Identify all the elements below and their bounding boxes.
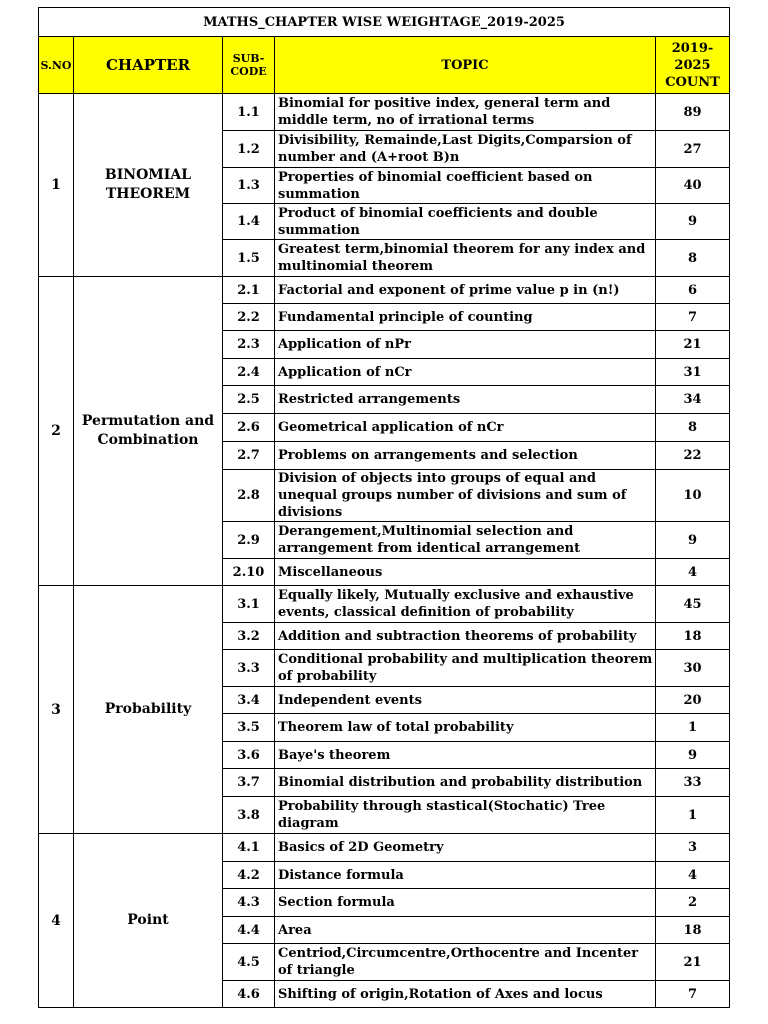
sheet-title: MATHS_CHAPTER WISE WEIGHTAGE_2019-2025 (39, 8, 730, 37)
topic-count: 31 (656, 359, 730, 386)
topic-subcode: 2.4 (223, 359, 275, 386)
topic-subcode: 4.6 (223, 981, 275, 1008)
chapter-sno: 2 (39, 277, 74, 586)
topic-name: Shifting of origin,Rotation of Axes and locus (275, 981, 656, 1008)
topic-subcode: 4.5 (223, 944, 275, 981)
topic-name: Product of binomial coefficients and double summation (275, 204, 656, 240)
topic-subcode: 2.8 (223, 470, 275, 522)
topic-count: 8 (656, 414, 730, 442)
topic-name: Division of objects into groups of equal and unequal groups number of divisions and sum of divisions (275, 470, 656, 522)
topic-count: 10 (656, 470, 730, 522)
topic-count: 22 (656, 442, 730, 470)
topic-name: Properties of binomial coefficient based on summation (275, 168, 656, 204)
topic-name: Baye's theorem (275, 742, 656, 769)
topic-subcode: 2.7 (223, 442, 275, 470)
header-subcode: SUB- CODE (223, 37, 275, 94)
topic-count: 34 (656, 386, 730, 414)
topic-count: 7 (656, 304, 730, 331)
topic-subcode: 1.2 (223, 131, 275, 168)
topic-name: Binomial distribution and probability distribution (275, 769, 656, 797)
topic-name: Independent events (275, 687, 656, 714)
topic-count: 1 (656, 797, 730, 834)
chapter-sno: 4 (39, 834, 74, 1008)
topic-count: 2 (656, 889, 730, 917)
topic-subcode: 1.4 (223, 204, 275, 240)
header-count: 2019- 2025 COUNT (656, 37, 730, 94)
table-row (39, 586, 730, 623)
topic-count: 18 (656, 623, 730, 650)
topic-name: Application of nCr (275, 359, 656, 386)
chapter-sno: 1 (39, 94, 74, 277)
topic-name: Factorial and exponent of prime value p in (n!) (275, 277, 656, 304)
topic-name: Derangement,Multinomial selection and arrangement from identical arrangement (275, 522, 656, 559)
topic-subcode: 3.7 (223, 769, 275, 797)
topic-subcode: 2.3 (223, 331, 275, 359)
topic-name: Greatest term,binomial theorem for any index and multinomial theorem (275, 240, 656, 277)
header-topic: TOPIC (275, 37, 656, 94)
topic-name: Area (275, 917, 656, 944)
topic-subcode: 4.3 (223, 889, 275, 917)
topic-count: 9 (656, 522, 730, 559)
topic-name: Basics of 2D Geometry (275, 834, 656, 862)
topic-name: Section formula (275, 889, 656, 917)
topic-count: 40 (656, 168, 730, 204)
topic-name: Binomial for positive index, general term and middle term, no of irrational terms (275, 94, 656, 131)
topic-name: Equally likely, Mutually exclusive and exhaustive events, classical definition of probability (275, 586, 656, 623)
header-chapter: CHAPTER (74, 37, 223, 94)
topic-name: Centriod,Circumcentre,Orthocentre and Incenter of triangle (275, 944, 656, 981)
topic-name: Addition and subtraction theorems of probability (275, 623, 656, 650)
topic-subcode: 3.8 (223, 797, 275, 834)
chapter-sno: 3 (39, 586, 74, 834)
topic-count: 9 (656, 742, 730, 769)
topic-subcode: 4.4 (223, 917, 275, 944)
topic-count: 4 (656, 559, 730, 586)
topic-name: Distance formula (275, 862, 656, 889)
chapter-name: BINOMIAL THEOREM (74, 94, 223, 277)
topic-subcode: 4.1 (223, 834, 275, 862)
topic-subcode: 1.1 (223, 94, 275, 131)
topic-count: 27 (656, 131, 730, 168)
topic-subcode: 2.2 (223, 304, 275, 331)
topic-count: 30 (656, 650, 730, 687)
chapter-name: Permutation and Combination (74, 277, 223, 586)
topic-count: 7 (656, 981, 730, 1008)
topic-subcode: 2.6 (223, 414, 275, 442)
topic-subcode: 1.3 (223, 168, 275, 204)
topic-count: 4 (656, 862, 730, 889)
topic-name: Restricted arrangements (275, 386, 656, 414)
topic-count: 18 (656, 917, 730, 944)
topic-name: Conditional probability and multiplication theorem of probability (275, 650, 656, 687)
topic-subcode: 2.5 (223, 386, 275, 414)
topic-subcode: 3.3 (223, 650, 275, 687)
topic-subcode: 4.2 (223, 862, 275, 889)
topic-name: Miscellaneous (275, 559, 656, 586)
topic-subcode: 1.5 (223, 240, 275, 277)
topic-name: Divisibility, Remainde,Last Digits,Comparsion of number and (A+root B)n (275, 131, 656, 168)
topic-name: Theorem law of total probability (275, 714, 656, 742)
topic-subcode: 2.10 (223, 559, 275, 586)
weightage-table (38, 7, 730, 1008)
table-row (39, 277, 730, 304)
topic-subcode: 3.6 (223, 742, 275, 769)
topic-subcode: 3.1 (223, 586, 275, 623)
topic-subcode: 3.5 (223, 714, 275, 742)
topic-count: 21 (656, 331, 730, 359)
topic-name: Probability through stastical(Stochatic) Tree diagram (275, 797, 656, 834)
header-sno: S.NO (39, 37, 74, 94)
topic-count: 6 (656, 277, 730, 304)
topic-subcode: 3.2 (223, 623, 275, 650)
topic-name: Problems on arrangements and selection (275, 442, 656, 470)
topic-name: Geometrical application of nCr (275, 414, 656, 442)
topic-name: Application of nPr (275, 331, 656, 359)
chapter-name: Probability (74, 586, 223, 834)
topic-subcode: 3.4 (223, 687, 275, 714)
topic-subcode: 2.1 (223, 277, 275, 304)
chapter-name: Point (74, 834, 223, 1008)
topic-count: 1 (656, 714, 730, 742)
topic-count: 9 (656, 204, 730, 240)
topic-count: 3 (656, 834, 730, 862)
topic-count: 33 (656, 769, 730, 797)
topic-name: Fundamental principle of counting (275, 304, 656, 331)
topic-subcode: 2.9 (223, 522, 275, 559)
table-row (39, 94, 730, 131)
table-row (39, 834, 730, 862)
topic-count: 21 (656, 944, 730, 981)
topic-count: 8 (656, 240, 730, 277)
topic-count: 89 (656, 94, 730, 131)
topic-count: 20 (656, 687, 730, 714)
topic-count: 45 (656, 586, 730, 623)
